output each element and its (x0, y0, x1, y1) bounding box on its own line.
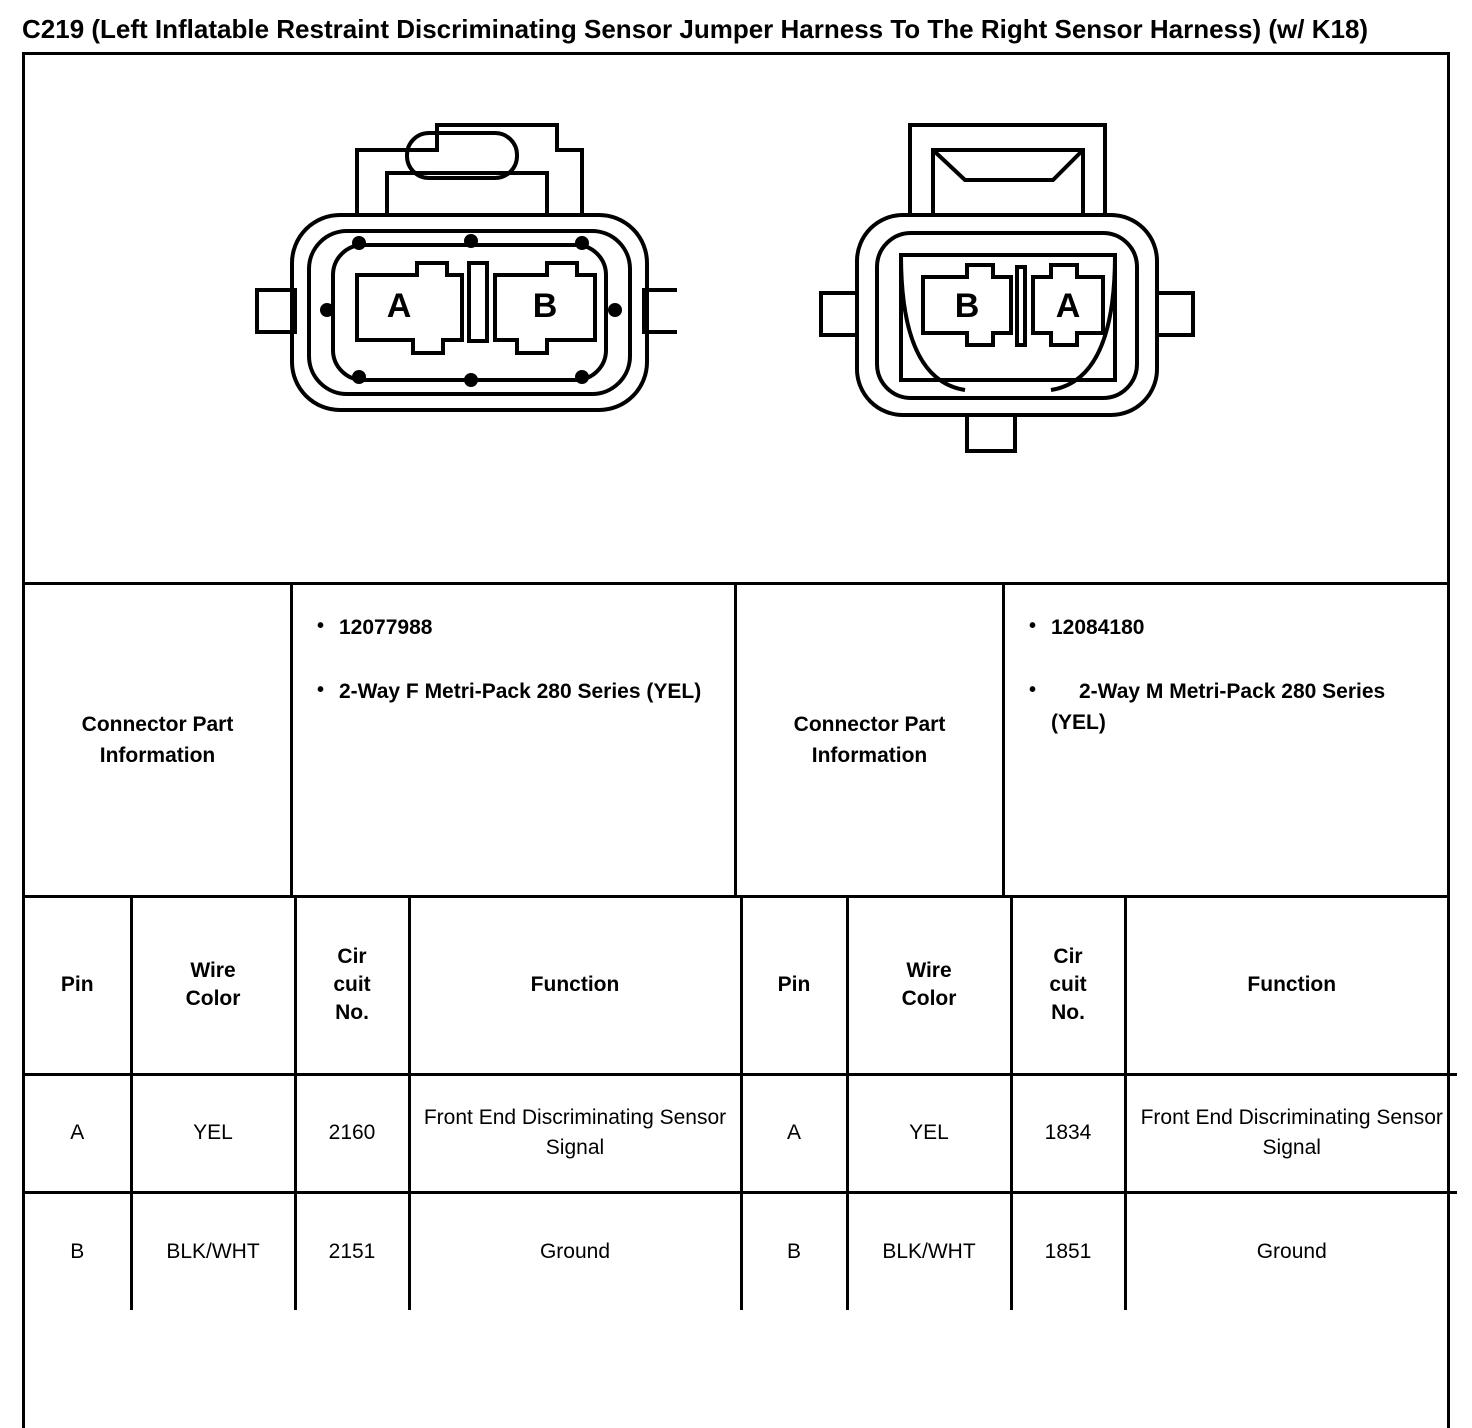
header-circuit-left-line2: cuit (333, 973, 371, 997)
left-part-number-line (311, 613, 716, 643)
left-cavity-b-label: B (532, 287, 558, 325)
left-function: Ground (409, 1192, 741, 1310)
right-circuit-no: 1834 (1011, 1074, 1125, 1192)
right-part-number-line (1023, 613, 1428, 643)
left-connector-illustration (247, 105, 677, 510)
right-part-number: 12084180 (1051, 616, 1145, 639)
right-pin: A (741, 1074, 847, 1192)
header-wire-color-right-line2: Color (901, 987, 957, 1011)
header-pin-right: Pin (741, 898, 847, 1074)
bullet-icon: • (1029, 679, 1037, 702)
header-circuit-no-right (1011, 898, 1125, 1074)
connector-part-information-row (25, 585, 1447, 898)
header-wire-color-right-line1: Wire (906, 958, 952, 982)
left-part-description: 2-Way F Metri-Pack 280 Series (YEL) (339, 680, 702, 704)
left-circuit-no: 2151 (295, 1192, 409, 1310)
left-wire-color: BLK/WHT (131, 1192, 295, 1310)
header-circuit-right-line2: cuit (1049, 973, 1087, 997)
pin-assignment-table (25, 898, 1457, 1310)
bullet-icon: • (317, 615, 325, 637)
header-pin-left: Pin (25, 898, 131, 1074)
right-connector-part-info-value (1005, 585, 1446, 895)
page-title: C219 (Left Inflatable Restraint Discriminating Sensor Jumper Harness To The Right Sensor Harness) (w/ K18) (22, 14, 1369, 44)
right-connector-part-info-label: Connector Part Information (737, 585, 1005, 895)
right-part-description-line (1023, 677, 1428, 738)
table-row (25, 1192, 1457, 1310)
right-wire-color: YEL (847, 1074, 1011, 1192)
left-connector-part-info-value (293, 585, 737, 895)
left-pin: B (25, 1192, 131, 1310)
left-connector-part-info-label: Connector Part Information (25, 585, 293, 895)
connector-diagram-area (25, 55, 1447, 585)
table-row (25, 1074, 1457, 1192)
header-wire-color-left (131, 898, 295, 1074)
right-function: Ground (1125, 1192, 1457, 1310)
left-part-description-line (311, 677, 716, 707)
left-circuit-no: 2160 (295, 1074, 409, 1192)
bullet-icon: • (317, 679, 325, 702)
right-circuit-no: 1851 (1011, 1192, 1125, 1310)
header-function-right: Function (1247, 973, 1337, 997)
bullet-icon: • (1029, 615, 1037, 637)
content-frame (22, 52, 1450, 1428)
left-function: Front End Discriminating Sensor Signal (409, 1074, 741, 1192)
right-wire-color: BLK/WHT (847, 1192, 1011, 1310)
header-wire-color-left-line1: Wire (190, 958, 236, 982)
right-pin: B (741, 1192, 847, 1310)
header-circuit-right-line3: No. (1051, 1001, 1085, 1025)
header-function-left: Function (409, 898, 741, 1074)
left-pin: A (25, 1074, 131, 1192)
header-circuit-left-line3: No. (335, 1001, 369, 1025)
left-wire-color: YEL (131, 1074, 295, 1192)
header-circuit-left-line1: Cir (337, 944, 367, 968)
table-header-row (25, 898, 1457, 1074)
right-cavity-b-label: B (954, 287, 980, 325)
right-connector-illustration (815, 105, 1205, 510)
header-wire-color-right (847, 898, 1011, 1074)
right-cavity-a-label: A (1055, 287, 1081, 325)
right-function: Front End Discriminating Sensor Signal (1125, 1074, 1457, 1192)
right-part-description: 2-Way M Metri-Pack 280 Series (YEL) (1051, 680, 1386, 734)
header-wire-color-left-line2: Color (185, 987, 241, 1011)
left-cavity-a-label: A (386, 287, 412, 325)
left-part-number: 12077988 (339, 616, 433, 639)
header-circuit-right-line1: Cir (1053, 944, 1083, 968)
header-circuit-no-left (295, 898, 409, 1074)
